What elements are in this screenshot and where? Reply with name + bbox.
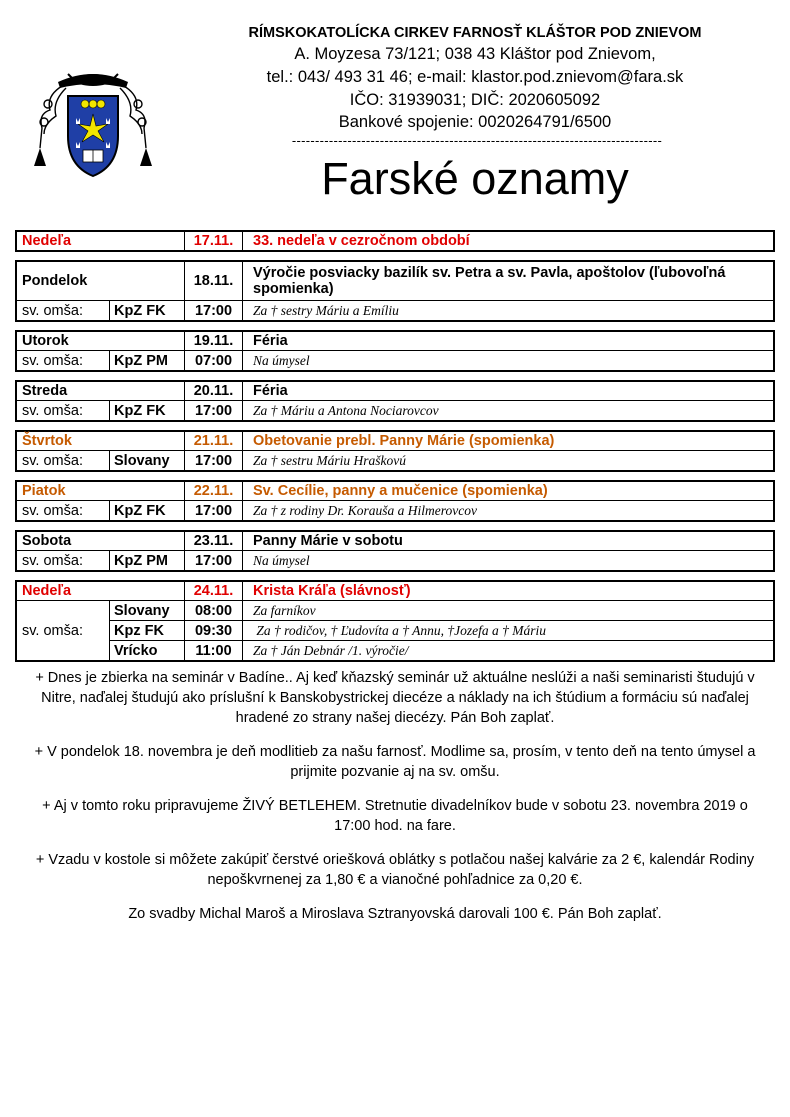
announcement: Zo svadby Michal Maroš a Miroslava Sztranyovská darovali 100 €. Pán Boh zaplať.: [128, 906, 662, 922]
mass-time: 11:00: [184, 641, 242, 661]
liturgical-day: Krista Kráľa (slávnosť): [242, 582, 773, 600]
mass-label: sv. omša:: [22, 623, 83, 639]
mass-time: 17:00: [184, 301, 242, 321]
mass-intention: Za farníkov: [242, 601, 773, 621]
mass-intention: Za † sestry Máriu a Emíliu: [242, 301, 773, 321]
mass-place: Slovany: [109, 601, 184, 621]
mass-time: 17:00: [184, 551, 242, 571]
mass-intention: Za † Máriu a Antona Nociarovcov: [242, 401, 773, 421]
schedule-block-sunday-17: [15, 230, 775, 252]
parish-contact: tel.: 043/ 493 31 46; e-mail: klastor.pod.znievom@fara.sk: [266, 68, 684, 86]
day-date: 24.11.: [184, 582, 242, 600]
liturgical-day: Féria: [242, 332, 773, 350]
mass-intention: Za † rodičov, † Ľudovíta a † Annu, †Jozefa a † Máriu: [242, 621, 773, 641]
day-date: 18.11.: [184, 262, 242, 300]
header-divider: --------------------------------------------------------------------------------: [291, 133, 663, 148]
day-name: Nedeľa: [22, 233, 72, 249]
day-date: 21.11.: [184, 432, 242, 450]
liturgical-day: Obetovanie prebl. Panny Márie (spomienka): [242, 432, 773, 450]
mass-time: 08:00: [184, 601, 242, 621]
liturgical-day: Féria: [242, 382, 773, 400]
mass-time: 07:00: [184, 351, 242, 371]
schedule-block-friday: [15, 480, 775, 522]
day-name: Utorok: [22, 333, 69, 349]
galero-hat-icon: [58, 74, 128, 88]
announcement: + Aj v tomto roku pripravujeme ŽIVÝ BETLEHEM. Stretnutie divadelníkov bude v sobotu 23. novembra 2019 o 17:00 hod. na fare.: [42, 798, 748, 834]
page-title: Farské oznamy: [321, 153, 629, 204]
mass-place: Kpz FK: [109, 621, 184, 641]
mass-intention: Na úmysel: [242, 351, 773, 371]
mass-label: sv. omša:: [22, 553, 83, 569]
mass-place: KpZ PM: [109, 351, 184, 371]
liturgical-day: Výročie posviacky bazilík sv. Petra a sv. Pavla, apoštolov (ľubovoľná spomienka): [242, 262, 773, 300]
day-date: 19.11.: [184, 332, 242, 350]
mass-label: sv. omša:: [22, 303, 83, 319]
parish-address: A. Moyzesa 73/121; 038 43 Kláštor pod Znievom,: [294, 45, 656, 63]
schedule-block-thursday: [15, 430, 775, 472]
day-name: Štvrtok: [22, 433, 72, 449]
day-name: Sobota: [22, 533, 72, 549]
schedule-block-sunday-24: [15, 580, 775, 662]
schedule-block-tuesday: [15, 330, 775, 372]
mass-time: 09:30: [184, 621, 242, 641]
announcement: + Vzadu v kostole si môžete zakúpiť čerstvé oriešková oblátky s potlačou našej kalvárie za 2 €, kalendár Rodiny nepoškvrnenej za 1,80 € a vianočné pohľadnice za 0,20 €.: [35, 852, 755, 888]
mass-place: KpZ FK: [109, 501, 184, 521]
day-name: Piatok: [22, 483, 66, 499]
mass-place: KpZ FK: [109, 301, 184, 321]
mass-label: sv. omša:: [22, 403, 83, 419]
mass-time: 17:00: [184, 501, 242, 521]
day-date: 17.11.: [184, 232, 242, 250]
mass-label: sv. omša:: [22, 353, 83, 369]
mass-place: KpZ PM: [109, 551, 184, 571]
schedule-block-wednesday: [15, 380, 775, 422]
mass-time: 17:00: [184, 451, 242, 471]
mass-intention: Za † Ján Debnár /1. výročie/: [242, 641, 773, 661]
announcement: + Dnes je zbierka na seminár v Badíne.. Aj keď kňazský seminár už aktuálne neslúži a naši seminaristi študujú v Nitre, naďalej študujú ako príslušní k Banskobystrickej diecéze a náklady na ich štúdium a formáciu sú naďalej hradené zo strany našej diecézy. Pán Boh zaplať.: [35, 670, 755, 726]
day-name: Pondelok: [22, 273, 88, 289]
mass-label: sv. omša:: [22, 503, 83, 519]
parish-coat-of-arms: [30, 68, 156, 180]
mass-place: Vrícko: [109, 641, 184, 661]
announcement: + V pondelok 18. novembra je deň modlitieb za našu farnosť. Modlime sa, prosím, v tento deň na tento úmysel a prijmite pozvanie aj na sv. omšu.: [34, 744, 756, 780]
announcements: [15, 668, 775, 924]
mass-place: Slovany: [109, 451, 184, 471]
parish-ids: IČO: 31939031; DIČ: 2020605092: [349, 91, 601, 109]
schedule-block-saturday: [15, 530, 775, 572]
schedule-block-monday: [15, 260, 775, 322]
liturgical-day: Sv. Cecílie, panny a mučenice (spomienka): [242, 482, 773, 500]
day-date: 23.11.: [184, 532, 242, 550]
day-name: Nedeľa: [22, 583, 72, 599]
shield-icon: [68, 96, 118, 176]
mass-label: sv. omša:: [22, 453, 83, 469]
mass-intention: Za † z rodiny Dr. Korauša a Hilmerovcov: [242, 501, 773, 521]
day-date: 20.11.: [184, 382, 242, 400]
mass-intention: Za † sestru Máriu Hraškovú: [242, 451, 773, 471]
day-date: 22.11.: [184, 482, 242, 500]
mass-intention: Na úmysel: [242, 551, 773, 571]
liturgical-day: 33. nedeľa v cezročnom období: [242, 232, 773, 250]
mass-time: 17:00: [184, 401, 242, 421]
day-name: Streda: [22, 383, 68, 399]
parish-name: RÍMSKOKATOLÍCKA CIRKEV FARNOSŤ KLÁŠTOR POD ZNIEVOM: [248, 25, 702, 41]
liturgical-day: Panny Márie v sobotu: [242, 532, 773, 550]
parish-bank: Bankové spojenie: 0020264791/6500: [338, 113, 612, 131]
mass-place: KpZ FK: [109, 401, 184, 421]
